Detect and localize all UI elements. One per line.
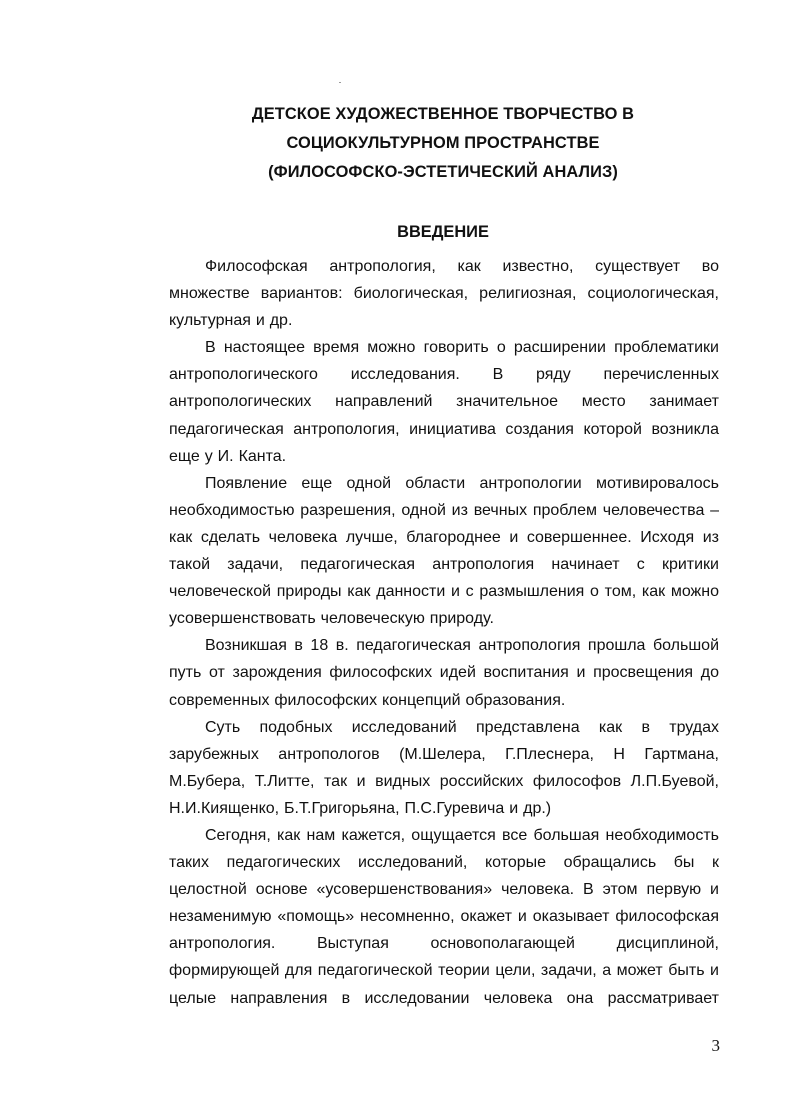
title-line-3: (ФИЛОСОФСКО-ЭСТЕТИЧЕСКИЙ АНАЛИЗ) [268,163,618,181]
paragraph-1: Философская антропология, как известно, существует во множестве вариантов: биологическая, религиозная, социологическая, культурная и др. [169,258,719,330]
title-line-2: СОЦИОКУЛЬТУРНОМ ПРОСТРАНСТВЕ [286,134,600,152]
page-number: 3 [711,1036,720,1055]
title-line-1: ДЕТСКОЕ ХУДОЖЕСТВЕННОЕ ТВОРЧЕСТВО В [251,105,635,123]
section-heading: ВВЕДЕНИЕ [397,223,489,241]
body-text [169,253,719,1012]
document-title [150,100,736,187]
paragraph-3: Появление еще одной области антропологии мотивировалось необходимостью разрешения, одной из вечных проблем человечества – как сделать человека лучше, благороднее и совершеннее. Исходя из такой задачи, педагогическая антропология начинает с критики человеческой природы как данности и с размышления о том, как можно усовершенствовать человеческую природу. [169,474,719,628]
paragraph-6: Сегодня, как нам кажется, ощущается все большая необходимость таких педагогических исследований, которые обращались бы к целостной основе «усовершенствования» человека. В этом первую и незаменимую «помощь» несомненно, окажет и оказывает философская антропология. Выступая основополагающей дисциплиной, формирующей для педагогической теории цели, задачи, а может быть и целые направления в исследовании человека она рассматривает [169,826,719,1007]
paragraph-4: Возникшая в 18 в. педагогическая антропология прошла большой путь от зарождения философских идей воспитания и просвещения до современных философских концепций образования. [169,637,719,709]
paragraph-5: Суть подобных исследований представлена как в трудах зарубежных антропологов (М.Шелера, Г.Плеснера, Н Гартмана, М.Бубера, Т.Литте, так и видных российских философов Л.П.Буевой, Н.И.Киященко, Б.Т.Григорьяна, П.С.Гуревича и др.) [169,718,719,817]
scan-speck [339,82,341,83]
paragraph-2: В настоящее время можно говорить о расширении проблематики антропологического исследования. В ряду перечисленных антропологических направлений значительное место занимает педагогическая антропология, инициатива создания которой возникла еще у И. Канта. [169,339,719,465]
